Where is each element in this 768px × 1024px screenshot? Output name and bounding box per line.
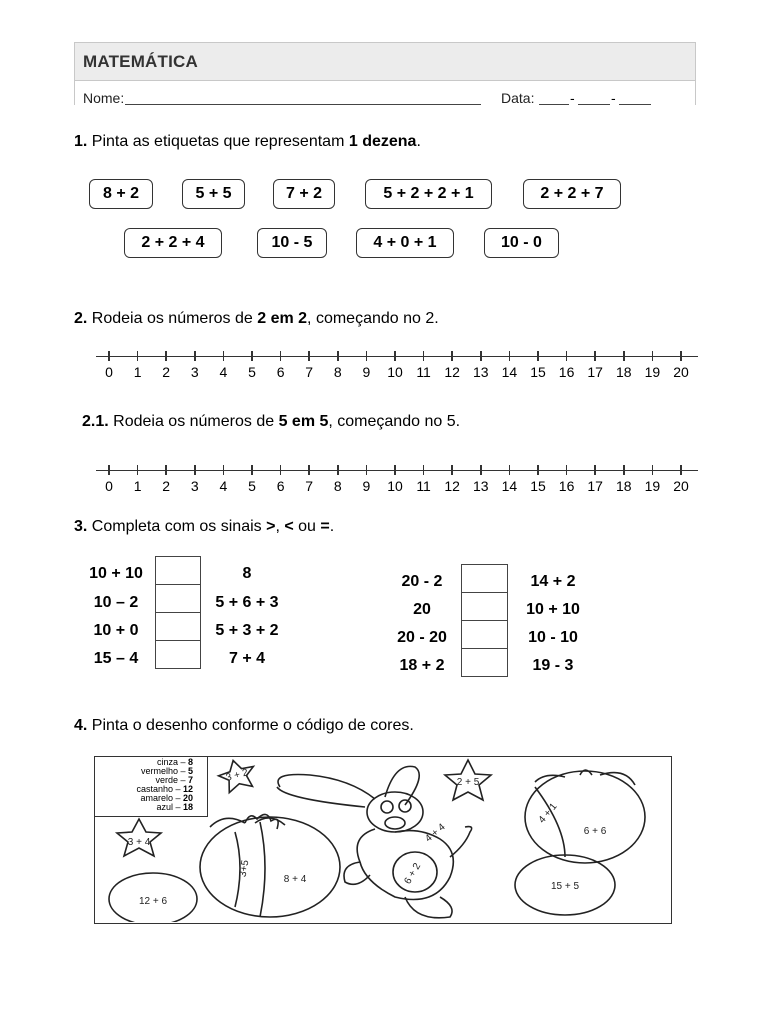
number-line-label[interactable]: 11 <box>416 364 431 380</box>
label-tag[interactable]: 7 + 2 <box>273 179 335 209</box>
sign-greater: > <box>266 518 276 535</box>
sign-less: < <box>284 518 294 535</box>
number-line-tick <box>108 351 110 361</box>
picture-label: 12 + 6 <box>138 896 168 907</box>
number-line-label[interactable]: 7 <box>305 364 314 380</box>
number-line-label[interactable]: 14 <box>501 478 518 494</box>
number-line-tick <box>137 465 139 475</box>
picture-label: 8 + 4 <box>283 874 307 885</box>
comparison-right-term: 8 <box>242 565 252 582</box>
picture-label: 15 + 5 <box>550 881 580 892</box>
sign-equal: = <box>320 518 330 535</box>
number-line-tick <box>251 465 253 475</box>
number-line-tick <box>223 465 225 475</box>
comparison-left-term: 18 + 2 <box>399 657 445 674</box>
legend-item: verde – 7 <box>155 775 193 785</box>
number-line-label[interactable]: 10 <box>387 364 403 380</box>
egg-shape <box>200 817 340 917</box>
coloring-drawing <box>95 757 670 922</box>
number-line-label[interactable]: 5 <box>248 364 256 380</box>
number-line-tick <box>280 465 282 475</box>
separator: ou <box>293 518 321 535</box>
question-text: , começando no 2. <box>307 310 439 327</box>
comparison-left-term: 10 + 10 <box>89 565 143 582</box>
number-line-label[interactable]: 10 <box>387 478 403 494</box>
question-3 <box>74 518 334 536</box>
number-line-label[interactable]: 19 <box>644 478 661 494</box>
number-line-tick <box>537 351 539 361</box>
number-line-label[interactable]: 9 <box>362 478 371 494</box>
picture-label: 6 + 6 <box>583 826 607 837</box>
number-line-tick <box>223 351 225 361</box>
label-tag[interactable]: 10 - 0 <box>484 228 559 258</box>
label-tag[interactable]: 4 + 0 + 1 <box>356 228 454 258</box>
number-line-tick <box>251 351 253 361</box>
number-line-label[interactable]: 8 <box>333 364 342 380</box>
picture-label: 4 + 1 <box>536 801 560 826</box>
question-2 <box>74 310 439 328</box>
answer-box[interactable] <box>461 620 508 649</box>
number-line-label[interactable]: 4 <box>219 364 228 380</box>
coloring-picture[interactable] <box>94 756 672 924</box>
number-line-label[interactable]: 12 <box>444 478 460 494</box>
number-line-tick <box>652 351 654 361</box>
comparison-left-term: 20 <box>413 601 431 618</box>
number-line-label[interactable]: 20 <box>673 478 689 494</box>
picture-label: 4 + 4 <box>423 821 448 845</box>
question-text: Pinta o desenho conforme o código de cores. <box>91 717 414 734</box>
answer-box[interactable] <box>155 556 201 585</box>
picture-label: 3+5 <box>237 859 252 878</box>
number-line-label[interactable]: 17 <box>587 364 603 380</box>
date-separator: - <box>570 90 575 106</box>
label-tag[interactable]: 8 + 2 <box>89 179 153 209</box>
number-line-tick <box>537 465 539 475</box>
number-line-label[interactable]: 3 <box>190 364 199 380</box>
name-label: Nome: <box>83 90 125 106</box>
number-line-label[interactable]: 16 <box>558 478 575 494</box>
number-line-label[interactable]: 6 <box>276 478 285 494</box>
number-line-label[interactable]: 6 <box>276 364 285 380</box>
number-line-tick <box>680 351 682 361</box>
number-line-label[interactable]: 16 <box>558 364 575 380</box>
comparison-left-term: 10 – 2 <box>93 594 139 611</box>
picture-label: 3 + 4 <box>127 837 151 848</box>
number-line-tick <box>337 351 339 361</box>
number-line-label[interactable]: 13 <box>473 478 489 494</box>
legend-item: castanho – 12 <box>136 784 193 794</box>
number-line-tick <box>423 465 425 475</box>
question-emphasis: 5 em 5 <box>278 413 329 430</box>
answer-box[interactable] <box>461 648 508 677</box>
legend-item: vermelho – 5 <box>140 766 193 776</box>
number-line-tick <box>194 465 196 475</box>
worksheet-title: MATEMÁTICA <box>83 52 198 71</box>
comparison-left-term: 20 - 20 <box>397 629 447 646</box>
legend-item: cinza – 8 <box>156 757 193 767</box>
number-line-label[interactable]: 15 <box>530 364 546 380</box>
question-punct: . <box>416 133 421 150</box>
answer-box[interactable] <box>155 584 201 613</box>
comparison-right-term: 5 + 3 + 2 <box>215 622 279 639</box>
comparison-right-term: 10 + 10 <box>526 601 580 618</box>
number-line-label[interactable]: 18 <box>616 364 632 380</box>
number-line-tick <box>566 465 568 475</box>
question-number: 3. <box>74 518 88 535</box>
question-emphasis: 1 dezena <box>348 133 417 150</box>
number-line-tick <box>623 351 625 361</box>
question-number: 2. <box>74 310 88 327</box>
number-line-label[interactable]: 1 <box>133 364 142 380</box>
number-line-tick <box>451 351 453 361</box>
comparison-left-term: 20 - 2 <box>401 573 443 590</box>
comparison-right-term: 19 - 3 <box>532 657 574 674</box>
question-text: , começando no 5. <box>328 413 461 430</box>
number-line-label[interactable]: 20 <box>673 364 689 380</box>
number-line-label[interactable]: 18 <box>616 478 632 494</box>
comparison-right-term: 7 + 4 <box>228 650 266 667</box>
date-day-line[interactable] <box>539 104 569 105</box>
answer-box[interactable] <box>461 592 508 621</box>
question-text: Rodeia os números de <box>91 310 253 327</box>
number-line-tick <box>594 351 596 361</box>
number-line-tick <box>394 351 396 361</box>
number-line-label[interactable]: 19 <box>644 364 661 380</box>
number-line-axis <box>96 356 698 357</box>
number-line-tick <box>137 351 139 361</box>
number-line-label[interactable]: 2 <box>162 364 171 380</box>
number-line-label[interactable]: 8 <box>333 478 342 494</box>
number-line-tick <box>594 465 596 475</box>
number-line-label[interactable]: 13 <box>473 364 489 380</box>
number-line-tick <box>480 351 482 361</box>
question-text: Completa com os sinais <box>91 518 262 535</box>
number-line-tick <box>165 351 167 361</box>
comparison-left-term: 10 + 0 <box>93 622 139 639</box>
question-text: Rodeia os números de <box>113 413 275 430</box>
number-line-label[interactable]: 17 <box>587 478 603 494</box>
number-line-label[interactable]: 4 <box>219 478 228 494</box>
label-tag[interactable]: 10 - 5 <box>257 228 327 258</box>
number-line-tick <box>280 351 282 361</box>
comparison-right-term: 10 - 10 <box>528 629 578 646</box>
comparison-right-term: 14 + 2 <box>530 573 576 590</box>
picture-label: 2 + 5 <box>456 777 480 788</box>
question-text: Pinta as etiquetas que representam <box>91 133 345 150</box>
answer-box[interactable] <box>155 612 201 641</box>
question-number: 2.1. <box>82 413 109 430</box>
answer-box[interactable] <box>461 564 508 593</box>
label-tag[interactable]: 5 + 2 + 2 + 1 <box>365 179 492 209</box>
date-separator: - <box>611 90 616 106</box>
number-line-label[interactable]: 7 <box>305 478 314 494</box>
number-line-tick <box>308 465 310 475</box>
number-line-label[interactable]: 3 <box>190 478 199 494</box>
number-line-tick <box>394 465 396 475</box>
number-line-label[interactable]: 1 <box>133 478 142 494</box>
number-line-tick <box>652 465 654 475</box>
legend-item: azul – 18 <box>156 802 193 812</box>
number-line-tick <box>165 465 167 475</box>
number-line-tick <box>451 465 453 475</box>
date-year-line[interactable] <box>619 104 651 105</box>
label-tag[interactable]: 5 + 5 <box>182 179 245 209</box>
number-line-tick <box>366 465 368 475</box>
number-line-tick <box>509 351 511 361</box>
number-line-tick <box>566 351 568 361</box>
question-2-1 <box>82 413 460 431</box>
picture-label: 3 + 2 <box>224 767 250 784</box>
number-line-tick <box>308 351 310 361</box>
number-line-tick <box>509 465 511 475</box>
question-1 <box>74 133 421 151</box>
question-number: 4. <box>74 717 88 734</box>
label-tag[interactable]: 2 + 2 + 7 <box>523 179 621 209</box>
number-line-label[interactable]: 11 <box>416 478 431 494</box>
question-number: 1. <box>74 133 88 150</box>
number-line-tick <box>680 465 682 475</box>
number-line-tick <box>623 465 625 475</box>
question-emphasis: 2 em 2 <box>257 310 308 327</box>
number-line-label[interactable]: 14 <box>501 364 518 380</box>
number-line-label[interactable]: 9 <box>362 364 371 380</box>
label-tag[interactable]: 2 + 2 + 4 <box>124 228 222 258</box>
comparison-right-term: 5 + 6 + 3 <box>215 594 279 611</box>
number-line-label[interactable]: 0 <box>105 364 113 380</box>
question-4 <box>74 717 414 735</box>
number-line-tick <box>337 465 339 475</box>
name-field-line[interactable] <box>125 104 481 105</box>
title-bar <box>75 43 695 81</box>
number-line <box>96 352 698 392</box>
number-line-axis <box>96 470 698 471</box>
number-line-tick <box>194 351 196 361</box>
question-punct: . <box>329 518 335 535</box>
number-line-label[interactable]: 0 <box>105 478 113 494</box>
date-label: Data: <box>501 90 535 106</box>
number-line-tick <box>366 351 368 361</box>
number-line-tick <box>423 351 425 361</box>
number-line-label[interactable]: 15 <box>530 478 546 494</box>
number-line-tick <box>108 465 110 475</box>
separator: , <box>275 518 285 535</box>
comparison-left-term: 15 – 4 <box>93 650 139 667</box>
answer-box[interactable] <box>155 640 201 669</box>
number-line <box>96 466 698 506</box>
legend-item: amarelo – 20 <box>140 793 193 803</box>
picture-label: 6 + 2 <box>402 861 424 887</box>
date-month-line[interactable] <box>578 104 610 105</box>
number-line-label[interactable]: 2 <box>162 478 171 494</box>
number-line-label[interactable]: 12 <box>444 364 460 380</box>
number-line-tick <box>480 465 482 475</box>
number-line-label[interactable]: 5 <box>248 478 256 494</box>
worksheet-header <box>74 42 696 105</box>
